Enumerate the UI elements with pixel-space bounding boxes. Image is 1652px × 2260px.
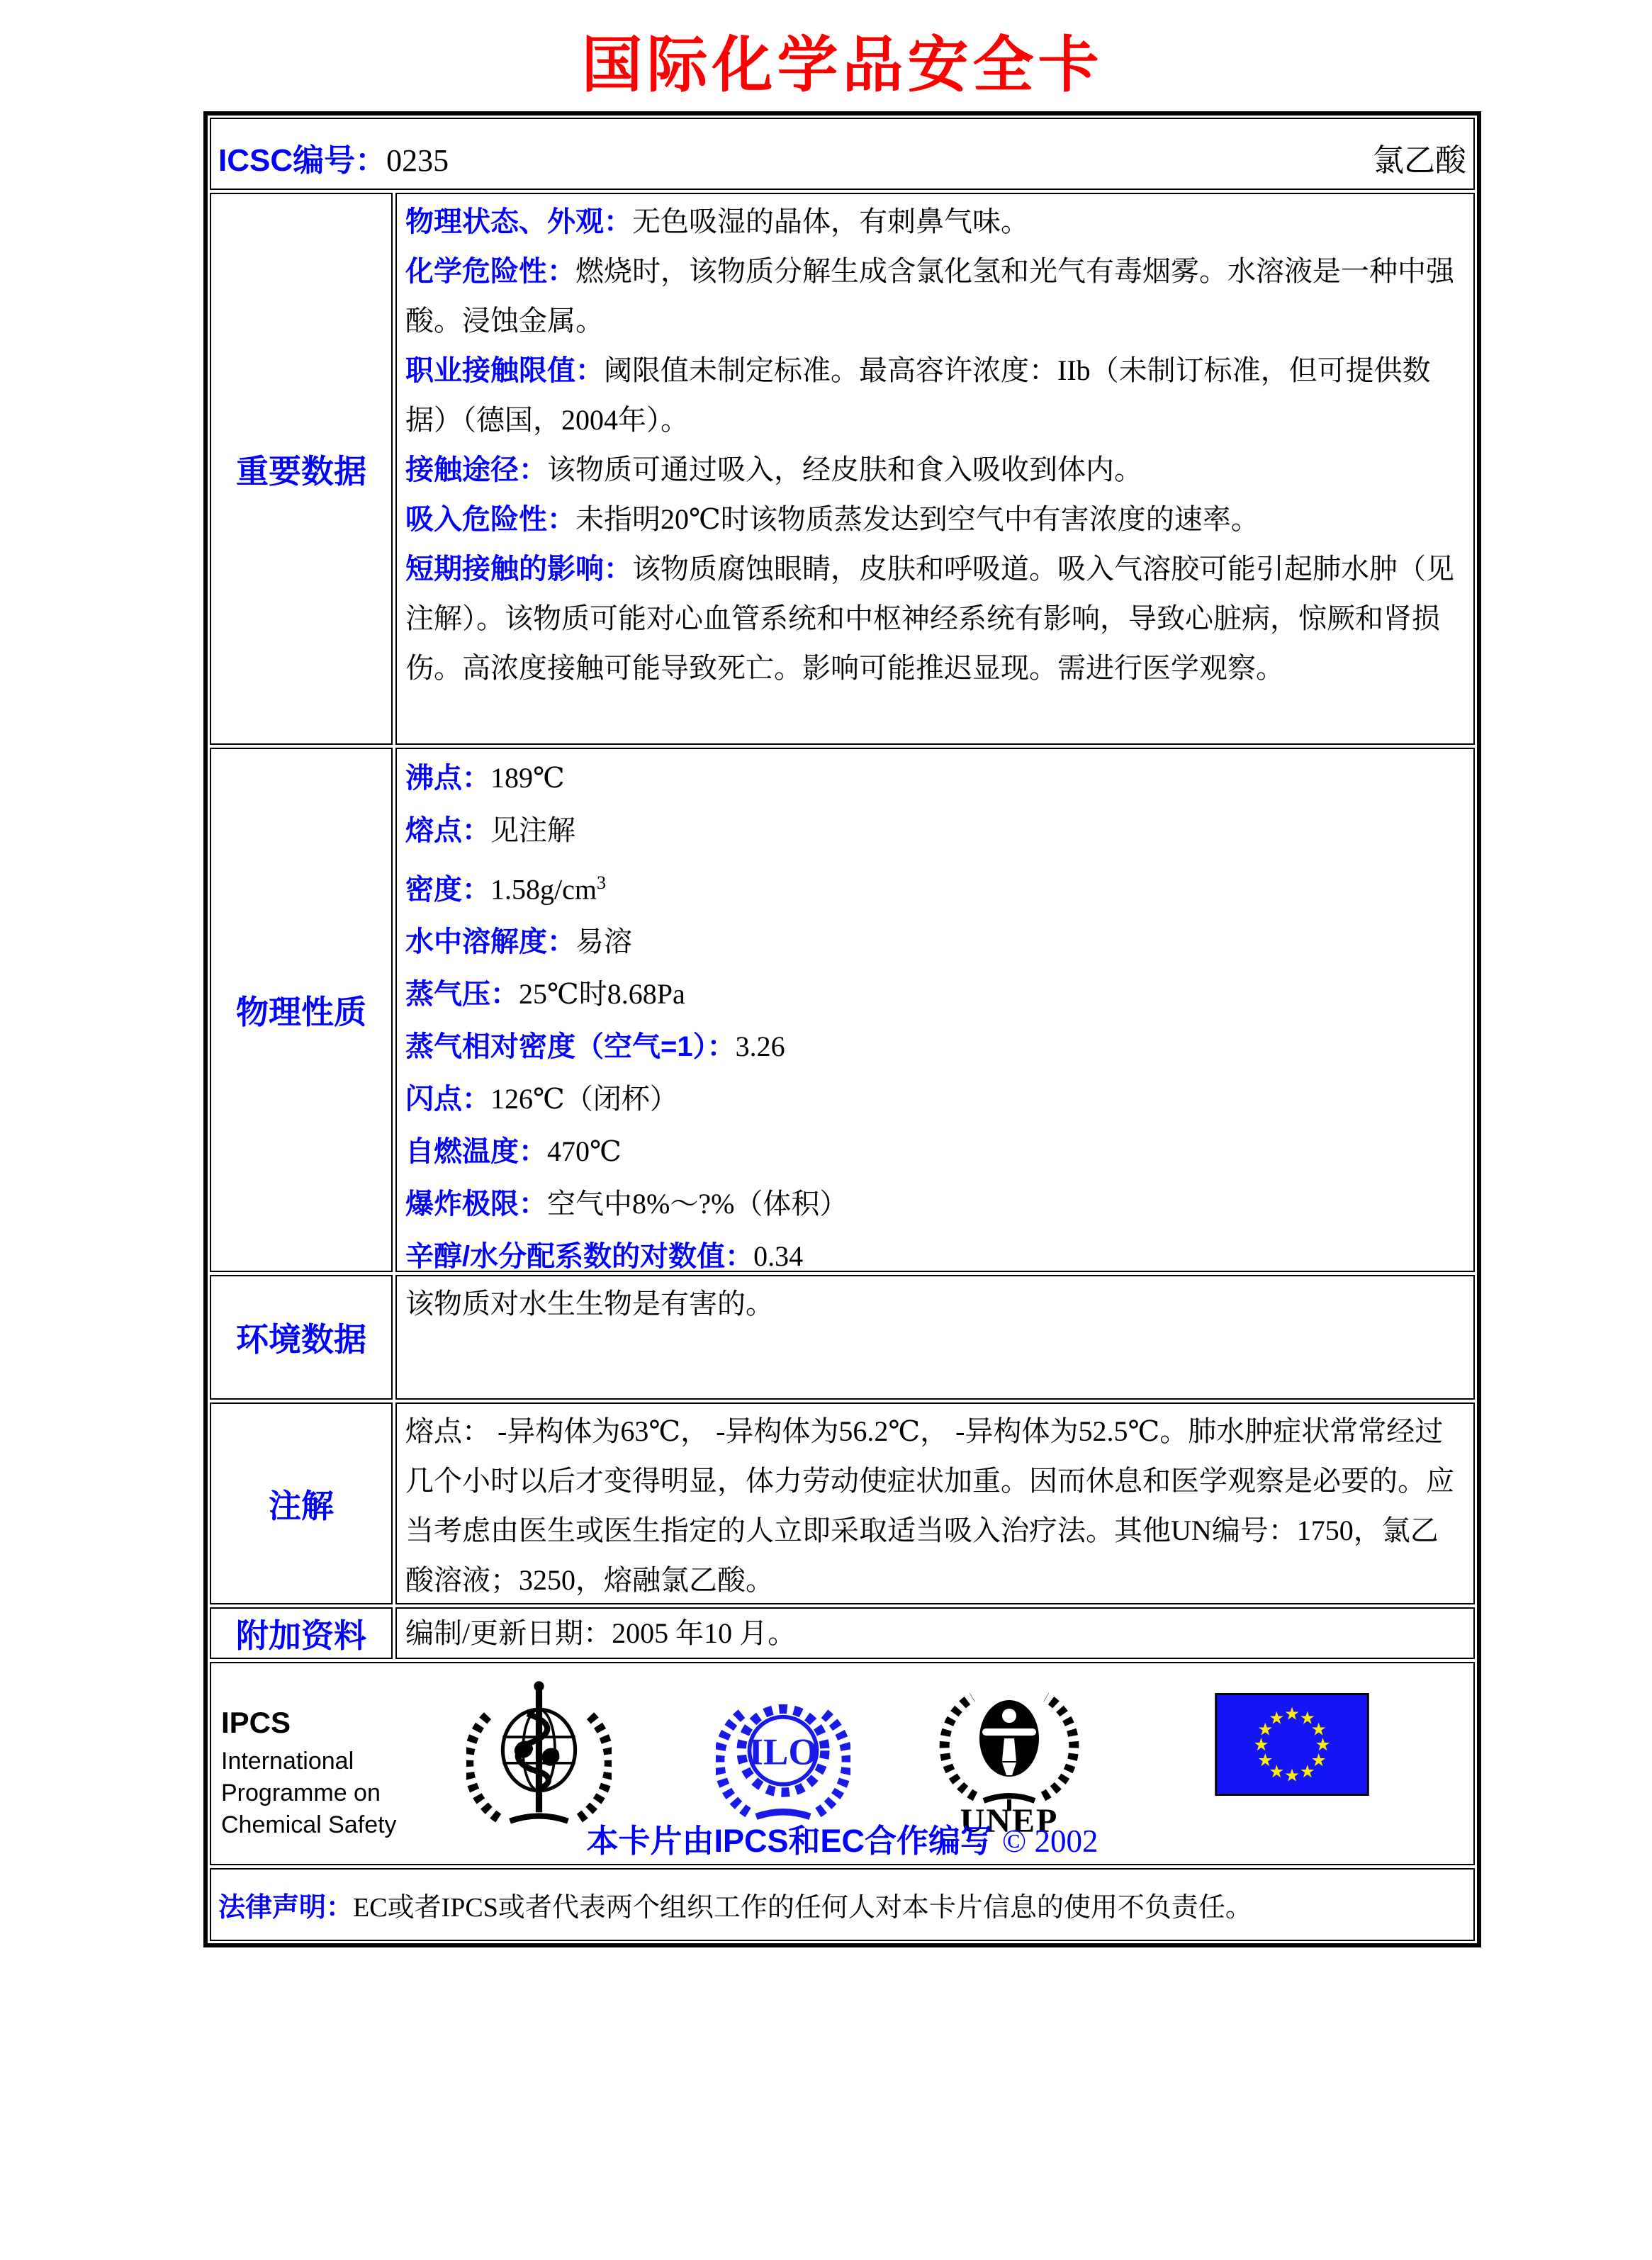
page-title: 国际化学品安全卡 [581, 31, 1103, 99]
physical-properties-row [210, 748, 1475, 1272]
who-logo-icon [466, 1673, 612, 1833]
eu-star: ★ [1315, 1734, 1331, 1755]
cooperation-caption [211, 1815, 1473, 1861]
physical-item: 闪点：126℃（闭杯） [405, 1083, 678, 1115]
copyright-text: © 2002 [1002, 1823, 1098, 1859]
physical-item: 爆炸极限：空气中8%～?%（体积） [405, 1188, 848, 1220]
eu-star: ★ [1310, 1719, 1327, 1740]
eu-flag-icon [1215, 1693, 1369, 1796]
section-label-important: 重要数据 [210, 193, 393, 745]
eu-star: ★ [1269, 1707, 1285, 1728]
important-item: 短期接触的影响：该物质腐蚀眼睛，皮肤和呼吸道。吸入气溶胶可能引起肺水肿（见注解）。该物质可能对心血管系统和中枢神经系统有影响，导致心脏病，惊厥和肾损伤。高浓度接触可能导致死亡。影响可能推迟显现。需进行医学观察。 [405, 553, 1454, 684]
physical-item: 辛醇/水分配系数的对数值：0.34 [405, 1240, 804, 1272]
section-label-additional: 附加资料 [210, 1607, 393, 1659]
ilo-logo-icon [716, 1683, 850, 1825]
eu-star: ★ [1253, 1734, 1269, 1755]
additional-info-content [395, 1607, 1475, 1659]
eu-star: ★ [1299, 1760, 1315, 1782]
physical-item: 沸点：189℃ [405, 762, 565, 794]
eu-star: ★ [1257, 1749, 1274, 1770]
density-superscript: 3 [596, 872, 606, 893]
icsc-number [218, 135, 449, 180]
legal-text: 法律声明：EC或者IPCS或者代表两个组织工作的任何人对本卡片信息的使用不负责任。 [218, 1893, 1252, 1923]
physical-item: 蒸气相对密度（空气=1）：3.26 [405, 1030, 785, 1063]
important-item: 物理状态、外观：无色吸湿的晶体，有刺鼻气味。 [405, 206, 1029, 237]
section-label-notes: 注解 [210, 1402, 393, 1604]
logos-row [210, 1662, 1475, 1865]
logos-cell [210, 1662, 1475, 1865]
legal-cell [210, 1868, 1475, 1941]
icsc-card-table [203, 111, 1481, 1947]
important-item: 吸入危险性：未指明20℃时该物质蒸发达到空气中有害浓度的速率。 [405, 503, 1259, 535]
additional-info-row [210, 1607, 1475, 1659]
important-data-content [395, 193, 1475, 745]
icsc-number-label: ICSC编号： [218, 143, 387, 178]
additional-info-text: 编制/更新日期：2005 年10 月。 [405, 1617, 797, 1649]
eu-star: ★ [1283, 1765, 1300, 1786]
header-cell [210, 118, 1475, 190]
eu-star: ★ [1257, 1719, 1274, 1740]
physical-item: 密度：$1.58g/cm^3$ [405, 872, 606, 906]
legal-row [210, 1868, 1475, 1941]
important-data-row [210, 193, 1475, 745]
eu-star: ★ [1299, 1707, 1315, 1728]
eu-star: ★ [1310, 1749, 1327, 1770]
ipcs-line: Chemical Safety [221, 1811, 397, 1838]
caption-text: 本卡片由IPCS和EC合作编写 [586, 1823, 993, 1859]
section-label-physical: 物理性质 [210, 748, 393, 1272]
notes-content [395, 1402, 1475, 1604]
environment-data-content [395, 1275, 1475, 1400]
eu-star: ★ [1269, 1760, 1285, 1782]
chemical-name: 氯乙酸 [1373, 143, 1466, 178]
physical-item: 蒸气压：25℃时8.68Pa [405, 978, 685, 1011]
notes-row [210, 1402, 1475, 1604]
environment-text: 该物质对水生生物是有害的。 [405, 1288, 774, 1320]
physical-item: 水中溶解度：易溶 [405, 926, 632, 958]
ilo-letters: ILO [748, 1731, 818, 1773]
physical-properties-content [395, 748, 1475, 1272]
notes-text: 熔点： -异构体为63℃， -异构体为56.2℃， -异构体为52.5℃。肺水肿症状常常经过几个小时以后才变得明显，体力劳动使症状加重。因而休息和医学观察是必要的。应当考虑由医生或医生指定的人立即采取适当吸入治疗法。其他UN编号：1750，氯乙酸溶液；3250，熔融氯乙酸。 [405, 1415, 1454, 1596]
important-item: 职业接触限值：阈限值未制定标准。最高容许浓度：IIb（未制订标准，但可提供数据）（德国，2004年）。 [405, 354, 1431, 436]
unep-logo-icon [938, 1675, 1080, 1838]
important-item: 接触途径：该物质可通过吸入，经皮肤和食入吸收到体内。 [405, 454, 1142, 485]
ipcs-line: Programme on [221, 1780, 381, 1806]
environment-data-row [210, 1275, 1475, 1400]
physical-item: 熔点：见注解 [405, 814, 575, 846]
ipcs-title: IPCS [221, 1706, 291, 1739]
important-item: 化学危险性：燃烧时，该物质分解生成含氯化氢和光气有毒烟雾。水溶液是一种中强酸。浸蚀金属。 [405, 255, 1454, 337]
unep-letters: UNEP [960, 1802, 1059, 1838]
icsc-number-value: 0235 [386, 143, 449, 178]
section-label-environment: 环境数据 [210, 1275, 393, 1400]
physical-item: 自燃温度：470℃ [405, 1135, 622, 1168]
header-row [210, 118, 1475, 190]
eu-star: ★ [1283, 1703, 1300, 1724]
ipcs-line: International [221, 1748, 354, 1775]
